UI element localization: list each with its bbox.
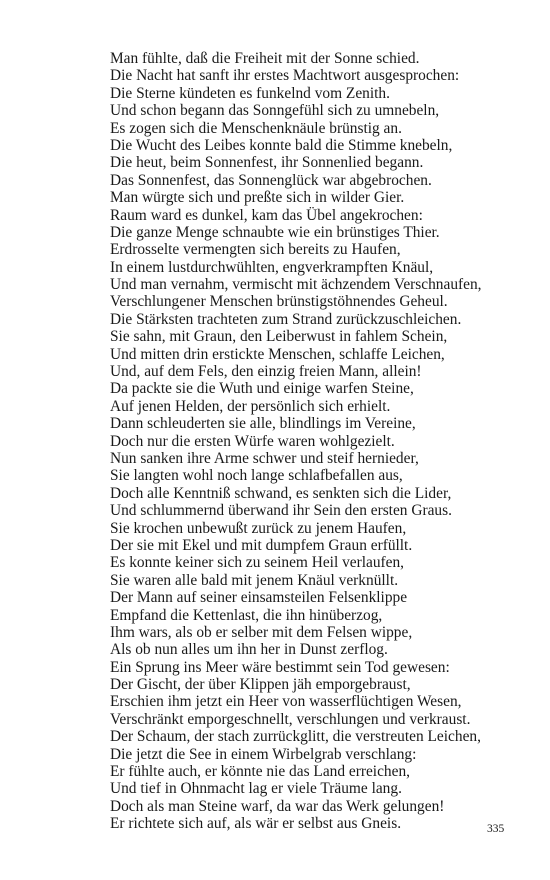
poem-line: Sie krochen unbewußt zurück zu jenem Haufen, <box>110 519 407 537</box>
poem-line: Die Wucht des Leibes konnte bald die Stimme knebeln, <box>110 136 453 154</box>
poem-line: Und man vernahm, vermischt mit ächzendem Verschnaufen, <box>110 276 482 294</box>
poem-line: Die jetzt die See in einem Wirbelgrab verschlang: <box>110 745 417 763</box>
poem-line: Da packte sie die Wuth und einige warfen Steine, <box>110 380 414 398</box>
poem-line: Erschien ihm jetzt ein Heer von wasserflüchtigen Wesen, <box>110 693 462 711</box>
poem-line: Erdrosselte vermengten sich bereits zu Haufen, <box>110 241 401 259</box>
poem-line: Raum ward es dunkel, kam das Übel angekrochen: <box>110 206 423 224</box>
poem-line: Es konnte keiner sich zu seinem Heil verlaufen, <box>110 554 405 572</box>
poem-line: Doch alle Kenntniß schwand, es senkten sich die Lider, <box>110 484 452 502</box>
poem-line: In einem lustdurchwühlten, engverkrampften Knäul, <box>110 258 434 276</box>
poem-line: Es zogen sich die Menschenknäule brünstig an. <box>110 119 402 137</box>
poem-line: Ein Sprung ins Meer wäre bestimmt sein Tod gewesen: <box>110 658 450 676</box>
poem-line: Und schlummernd überwand ihr Sein den ersten Graus. <box>110 502 452 520</box>
poem-line: Doch nur die ersten Würfe waren wohlgezielt. <box>110 432 395 450</box>
poem-line: Man fühlte, daß die Freiheit mit der Sonne schied. <box>110 50 420 67</box>
poem-line: Empfand die Kettenlast, die ihn hinüberzog, <box>110 606 383 624</box>
poem-line: Der sie mit Ekel und mit dumpfem Graun erfüllt. <box>110 536 413 554</box>
poem-line: Man würgte sich und preßte sich in wilder Gier. <box>110 189 405 207</box>
poem-line: Nun sanken ihre Arme schwer und steif hernieder, <box>110 449 419 467</box>
poem-line: Und tief in Ohnmacht lag er viele Träume lang. <box>110 780 402 798</box>
poem-line: Verschränkt emporgeschnellt, verschlungen und verkraust. <box>110 710 471 728</box>
poem-text <box>110 50 530 833</box>
poem-line: Dann schleuderten sie alle, blindlings im Vereine, <box>110 415 416 433</box>
poem-line: Als ob nun alles um ihn her in Dunst zerflog. <box>110 641 388 659</box>
poem-line: Auf jenen Helden, der persönlich sich erhielt. <box>110 397 391 415</box>
poem-line: Die Stärksten trachteten zum Strand zurückzuschleichen. <box>110 310 462 328</box>
poem-line: Und schon begann das Sonngefühl sich zu umnebeln, <box>110 102 440 120</box>
poem-line: Sie sahn, mit Graun, den Leiberwust in fahlem Schein, <box>110 328 448 346</box>
poem-line: Ihm wars, als ob er selber mit dem Felsen wippe, <box>110 623 413 641</box>
poem-line: Die Nacht hat sanft ihr erstes Machtwort ausgesprochen: <box>110 67 460 85</box>
poem-line: Das Sonnenfest, das Sonnenglück war abgebrochen. <box>110 171 432 189</box>
poem-line: Die Sterne kündeten es funkelnd vom Zenith. <box>110 84 390 102</box>
poem-line: Der Gischt, der über Klippen jäh emporgebraust, <box>110 676 411 694</box>
poem-line: Doch als man Steine warf, da war das Werk gelungen! <box>110 797 445 815</box>
poem-line: Er richtete sich auf, als wär er selbst aus Gneis. <box>110 815 402 833</box>
poem-line: Der Schaum, der stach zurrückglitt, die verstreuten Leichen, <box>110 728 481 746</box>
poem-line: Er fühlte auch, er könnte nie das Land erreichen, <box>110 763 410 781</box>
poem-line: Und, auf dem Fels, den einzig freien Mann, allein! <box>110 363 422 381</box>
poem-line: Verschlungener Menschen brünstigstöhnendes Geheul. <box>110 293 448 311</box>
poem-line: Die heut, beim Sonnenfest, ihr Sonnenlied begann. <box>110 154 424 172</box>
poem-line: Sie waren alle bald mit jenem Knäul verknüllt. <box>110 571 399 589</box>
poem-line: Die ganze Menge schnaubte wie ein brünstiges Thier. <box>110 223 440 241</box>
page-number: 335 <box>487 823 505 835</box>
poem-line: Sie langten wohl noch lange schlafbefallen aus, <box>110 467 403 485</box>
poem-line: Der Mann auf seiner einsamsteilen Felsenklippe <box>110 589 408 607</box>
poem-line: Und mitten drin erstickte Menschen, schlaffe Leichen, <box>110 345 445 363</box>
